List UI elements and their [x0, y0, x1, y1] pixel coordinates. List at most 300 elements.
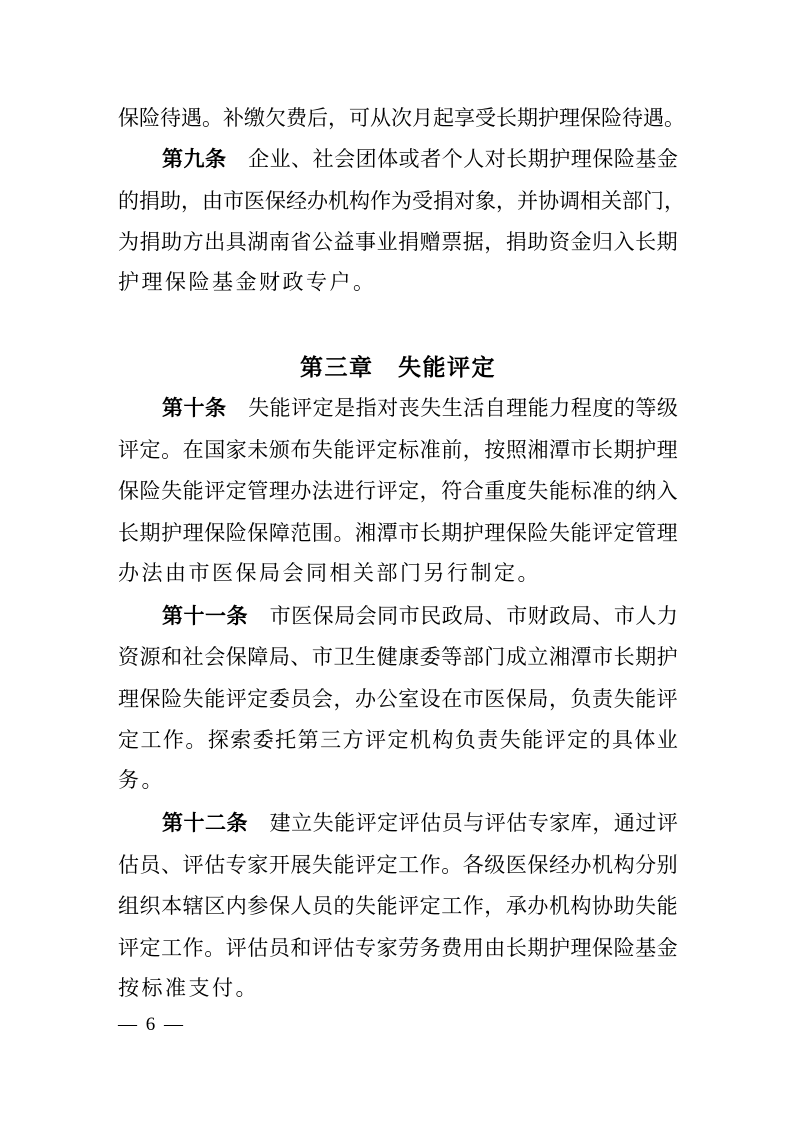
char: 失: [635, 894, 657, 919]
char: 失: [548, 520, 570, 545]
char: 工: [140, 728, 162, 753]
char: 度: [505, 479, 527, 504]
char: 设: [419, 686, 441, 711]
char: 期: [139, 520, 161, 545]
char: 通: [613, 811, 635, 836]
char: 办: [570, 852, 592, 877]
char: 作: [162, 728, 184, 753]
page-number: — 6 —: [118, 1014, 185, 1035]
char: 部: [622, 188, 643, 213]
char: 期: [635, 645, 657, 670]
char: 的: [118, 188, 139, 213]
char: 或: [398, 147, 420, 172]
char: 劳: [398, 935, 420, 960]
char: 人: [463, 147, 485, 172]
char: [227, 392, 248, 422]
char: 理: [570, 147, 592, 172]
char: 区: [204, 894, 226, 919]
char: 政: [549, 603, 571, 628]
char: 保: [268, 894, 290, 919]
char: 入: [656, 479, 678, 504]
char: 评: [225, 686, 247, 711]
char: 十: [183, 396, 205, 421]
char: 相: [580, 188, 601, 213]
char: 力: [549, 396, 571, 421]
char: 体: [377, 147, 399, 172]
char: 经: [286, 188, 307, 213]
char: 护: [161, 520, 183, 545]
char: ，: [419, 479, 441, 504]
char: 局: [527, 686, 549, 711]
char: 卫: [333, 645, 355, 670]
char: 定: [398, 479, 420, 504]
char: 事: [355, 230, 377, 255]
char: 对: [454, 188, 475, 213]
char: 能: [635, 686, 657, 711]
char: 长: [419, 520, 441, 545]
char: 照: [505, 437, 527, 462]
char: 评: [484, 811, 506, 836]
text-run: 护理保险基金财政专户。: [118, 270, 377, 294]
char: 重: [484, 479, 506, 504]
char: 理: [656, 520, 678, 545]
text-run: 第三章 失能评定: [300, 355, 496, 381]
char: 定: [613, 520, 635, 545]
char: 险: [225, 520, 247, 545]
char: 级: [484, 852, 506, 877]
char: 遇: [643, 105, 664, 130]
char: 、: [161, 852, 183, 877]
char: 长: [505, 935, 527, 960]
char: 生: [441, 396, 463, 421]
char: 评: [355, 811, 377, 836]
char: 对: [377, 396, 399, 421]
char: 、: [290, 645, 312, 670]
char: 公: [311, 230, 333, 255]
char: 由: [202, 188, 223, 213]
char: 部: [462, 645, 484, 670]
char: 参: [247, 894, 269, 919]
char: 定: [118, 728, 139, 753]
char: 、: [291, 147, 313, 172]
body-line-1: [118, 96, 685, 138]
char: 能: [376, 894, 398, 919]
char: 估: [333, 935, 355, 960]
char: 工: [441, 894, 463, 919]
char: 、: [484, 603, 506, 628]
char: 保: [139, 686, 161, 711]
char: [248, 807, 269, 837]
char: 构: [349, 188, 370, 213]
char: 局: [463, 603, 485, 628]
article-12-line-2: [118, 843, 678, 885]
char: 为: [118, 230, 139, 255]
char: 各: [462, 852, 484, 877]
char: ，: [496, 188, 517, 213]
char: 第: [297, 728, 319, 753]
char: 协: [592, 894, 614, 919]
char: 协: [538, 188, 559, 213]
char: 遇: [181, 105, 202, 130]
char: 活: [463, 396, 485, 421]
text-run: 务。: [118, 768, 165, 792]
char: 定: [225, 479, 247, 504]
char: 、: [592, 603, 614, 628]
char: 经: [548, 852, 570, 877]
char: 家: [247, 852, 269, 877]
char: 定: [377, 811, 399, 836]
char: 九: [183, 147, 205, 172]
char: 家: [549, 811, 571, 836]
char: 长: [592, 437, 614, 462]
char: 立: [527, 645, 549, 670]
char: 资: [548, 230, 570, 255]
char: 险: [527, 520, 549, 545]
char: 市: [398, 520, 420, 545]
char: 门: [643, 188, 664, 213]
char: 准: [592, 479, 614, 504]
char: 民: [420, 603, 442, 628]
char: 受: [475, 105, 496, 130]
char: 期: [613, 437, 635, 462]
article-11-line-3: [118, 677, 678, 719]
char: 潭: [570, 645, 592, 670]
article-12-line-3: [118, 885, 678, 927]
char: 定: [139, 437, 161, 462]
char: 索: [230, 728, 252, 753]
char: 票: [441, 230, 463, 255]
char: 市: [462, 686, 484, 711]
char: ，: [548, 686, 570, 711]
char: 在: [441, 686, 463, 711]
char: 国: [204, 437, 226, 462]
char: 长: [506, 147, 528, 172]
char: 源: [139, 645, 161, 670]
char: 助: [613, 894, 635, 919]
char: 保: [118, 479, 139, 504]
char: 局: [268, 645, 290, 670]
char: 失: [161, 479, 183, 504]
char: 估: [204, 852, 226, 877]
char: 评: [311, 935, 333, 960]
char: 机: [409, 728, 431, 753]
char: 评: [592, 520, 614, 545]
char: 失: [311, 852, 333, 877]
char: 后: [307, 105, 328, 130]
char: 和: [161, 645, 183, 670]
char: 者: [420, 147, 442, 172]
char: 家: [376, 935, 398, 960]
char: ，: [462, 437, 484, 462]
char: 第: [162, 147, 183, 172]
char: 助: [527, 230, 549, 255]
text-run: 办法由市医保局会同相关部门另行制定。: [118, 560, 541, 585]
char: 管: [247, 479, 269, 504]
char: 管: [635, 520, 657, 545]
char: 省: [290, 230, 312, 255]
char: 别: [656, 852, 678, 877]
char: ，: [484, 230, 506, 255]
char: 定: [376, 437, 398, 462]
char: 务: [419, 935, 441, 960]
char: 十: [183, 811, 205, 836]
char: 标: [398, 437, 420, 462]
article-9-line-1: [118, 138, 678, 180]
article-10-line-4: [118, 511, 678, 553]
char: 专: [527, 811, 549, 836]
char: 为: [391, 188, 412, 213]
char: 标: [570, 479, 592, 504]
char: 探: [207, 728, 229, 753]
char: 南: [268, 230, 290, 255]
char: 保: [592, 147, 614, 172]
char: 失: [311, 437, 333, 462]
char: 委: [419, 645, 441, 670]
char: 出: [204, 230, 226, 255]
char: 负: [570, 686, 592, 711]
char: 员: [268, 935, 290, 960]
char: 构: [432, 728, 454, 753]
article-11-line-5: [118, 760, 678, 802]
char: 体: [634, 728, 656, 753]
char: 理: [506, 396, 528, 421]
char: 责: [592, 686, 614, 711]
char: 险: [613, 935, 635, 960]
char: 捐: [505, 230, 527, 255]
char: 期: [527, 147, 549, 172]
char: 护: [538, 105, 559, 130]
char: 险: [139, 479, 161, 504]
char: 保: [580, 105, 601, 130]
char: 第: [162, 396, 183, 421]
char: 围: [311, 520, 333, 545]
article-12-line-4: [118, 926, 678, 968]
char: 保: [118, 105, 139, 130]
char: 专: [355, 935, 377, 960]
char: 能: [333, 437, 355, 462]
char: 评: [656, 686, 678, 711]
char: 范: [290, 520, 312, 545]
char: 机: [548, 894, 570, 919]
char: 的: [589, 728, 611, 753]
char: 市: [269, 603, 291, 628]
char: 织: [139, 894, 161, 919]
char: 享: [454, 105, 475, 130]
char: 未: [247, 437, 269, 462]
char: 条: [205, 396, 227, 421]
char: 期: [656, 230, 678, 255]
char: ，: [484, 894, 506, 919]
char: 费: [286, 105, 307, 130]
char: 理: [182, 520, 204, 545]
char: 失: [248, 396, 270, 421]
char: 理: [118, 686, 139, 711]
char: 负: [454, 728, 476, 753]
char: 十: [183, 603, 205, 628]
char: 评: [355, 852, 377, 877]
char: 失: [182, 686, 204, 711]
char: 助: [160, 188, 181, 213]
char: 湘: [527, 437, 549, 462]
char: [248, 600, 269, 630]
char: 构: [613, 852, 635, 877]
char: 具: [611, 728, 633, 753]
char: 本: [161, 894, 183, 919]
char: 准: [419, 437, 441, 462]
char: 会: [311, 686, 333, 711]
char: 保: [592, 935, 614, 960]
char: 能: [548, 479, 570, 504]
char: 待: [160, 105, 181, 130]
char: 险: [139, 105, 160, 130]
char: 用: [462, 935, 484, 960]
char: 能: [656, 894, 678, 919]
char: 按: [484, 437, 506, 462]
char: 作: [370, 188, 391, 213]
char: 是: [334, 396, 356, 421]
char: 能: [522, 728, 544, 753]
char: 待: [622, 105, 643, 130]
char: 会: [334, 147, 356, 172]
char: 进: [333, 479, 355, 504]
char: 建: [269, 811, 291, 836]
char: 级: [656, 396, 678, 421]
char: 理: [484, 520, 506, 545]
char: 理: [559, 105, 580, 130]
char: 据: [462, 230, 484, 255]
char: 失: [527, 479, 549, 504]
char: 构: [570, 894, 592, 919]
char: 市: [506, 603, 528, 628]
char: 险: [161, 686, 183, 711]
char: 定: [139, 935, 161, 960]
char: 专: [225, 852, 247, 877]
article-10-line-5: [118, 553, 678, 595]
char: 社: [312, 147, 334, 172]
char: 关: [601, 188, 622, 213]
char: 团: [355, 147, 377, 172]
char: 由: [484, 935, 506, 960]
char: 。: [333, 520, 355, 545]
char: 纳: [635, 479, 657, 504]
char: 会: [355, 603, 377, 628]
char: 评: [204, 479, 226, 504]
char: 资: [118, 645, 139, 670]
char: 评: [118, 935, 139, 960]
char: 同: [377, 603, 399, 628]
char: 在: [182, 437, 204, 462]
char: 评: [376, 479, 398, 504]
char: 开: [268, 852, 290, 877]
char: 金: [656, 147, 678, 172]
char: 康: [398, 645, 420, 670]
char: 缴: [244, 105, 265, 130]
char: 业: [656, 728, 678, 753]
char: 护: [656, 645, 678, 670]
char: 托: [275, 728, 297, 753]
document-body: [118, 96, 685, 1009]
char: 家: [225, 437, 247, 462]
char: 象: [475, 188, 496, 213]
char: 能: [527, 396, 549, 421]
char: 市: [592, 645, 614, 670]
char: 护: [549, 147, 571, 172]
char: 医: [244, 188, 265, 213]
char: 受: [412, 188, 433, 213]
char: 自: [484, 396, 506, 421]
char: 库: [570, 811, 592, 836]
article-12-line-1: [118, 802, 678, 844]
char: 费: [441, 935, 463, 960]
char: 长: [635, 230, 657, 255]
char: ，: [664, 188, 685, 213]
char: 社: [182, 645, 204, 670]
char: 员: [290, 686, 312, 711]
char: 程: [570, 396, 592, 421]
char: 基: [635, 935, 657, 960]
char: 等: [441, 645, 463, 670]
char: 湘: [355, 520, 377, 545]
char: 公: [376, 686, 398, 711]
char: 月: [412, 105, 433, 130]
char: 颁: [268, 437, 290, 462]
char: 立: [291, 811, 313, 836]
char: 湘: [548, 645, 570, 670]
article-12-line-5: [118, 968, 678, 1010]
char: 辖: [182, 894, 204, 919]
char: 人: [635, 603, 657, 628]
char: 。: [204, 935, 226, 960]
char: 长: [496, 105, 517, 130]
char: 能: [182, 479, 204, 504]
char: 和: [290, 935, 312, 960]
char: 金: [656, 935, 678, 960]
char: 的: [613, 479, 635, 504]
char: 失: [613, 686, 635, 711]
char: 赠: [419, 230, 441, 255]
char: 具: [225, 230, 247, 255]
char: 人: [290, 894, 312, 919]
char: 保: [225, 645, 247, 670]
char: 生: [355, 645, 377, 670]
char: 条: [226, 603, 248, 628]
char: 委: [252, 728, 274, 753]
char: 承: [505, 894, 527, 919]
char: 员: [311, 894, 333, 919]
char: 理: [656, 437, 678, 462]
char: 过: [635, 811, 657, 836]
char: 起: [433, 105, 454, 130]
char: 长: [613, 645, 635, 670]
char: 市: [613, 603, 635, 628]
char: 的: [333, 894, 355, 919]
char: 失: [420, 396, 442, 421]
char: 内: [225, 894, 247, 919]
char: 欠: [265, 105, 286, 130]
char: 评: [398, 894, 420, 919]
char: ，: [592, 811, 614, 836]
char: 保: [505, 686, 527, 711]
char: 潭: [548, 437, 570, 462]
char: 。: [664, 105, 685, 130]
char: ，: [181, 188, 202, 213]
char: 评: [225, 935, 247, 960]
char: 局: [570, 603, 592, 628]
char: 工: [398, 852, 420, 877]
char: 评: [364, 728, 386, 753]
char: 潭: [376, 520, 398, 545]
char: 益: [333, 230, 355, 255]
